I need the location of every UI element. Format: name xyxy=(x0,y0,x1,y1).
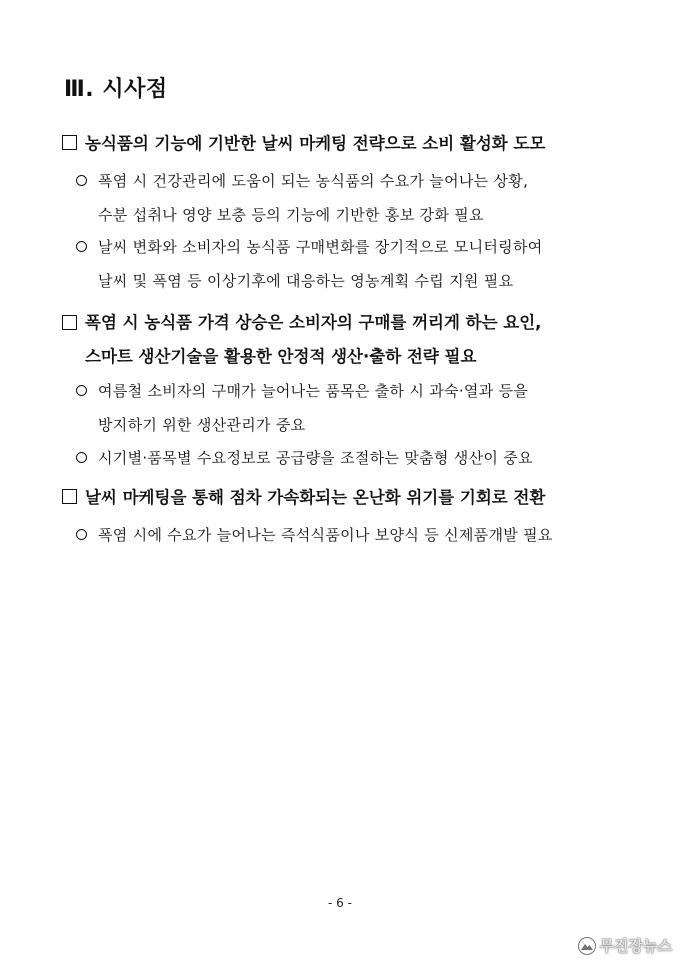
heading-item xyxy=(62,306,622,374)
bullet-item xyxy=(76,518,621,552)
heading-text-prefix: 농식품의 기능에 기반한 xyxy=(85,134,262,153)
circle-bullet-icon xyxy=(76,241,87,252)
circle-bullet-icon xyxy=(76,175,87,186)
heading-item xyxy=(62,484,622,512)
circle-bullet-icon xyxy=(76,529,87,540)
mountain-logo-icon xyxy=(578,937,596,955)
bullet-text: 여름철 소비자의 구매가 늘어나는 품목은 출하 시 과숙·열과 등을 방지하기 위한 생산관리가 중요 xyxy=(98,382,529,434)
bullet-text: 날씨 변화와 소비자의 농식품 구매변화를 장기적으로 모니터링하여 날씨 및 폭염 등 이상기후에 대응하는 영농계획 수립 지원 필요 xyxy=(98,238,543,290)
circle-bullet-icon xyxy=(76,385,87,396)
heading-text: 날씨 마케팅을 통해 점차 가속화되는 온난화 위기를 기회로 전환 xyxy=(85,488,546,507)
bullet-block-1-2 xyxy=(0,230,680,298)
bullet-text: 폭염 시 건강관리에 도움이 되는 농식품의 수요가 늘어나는 상황, 수분 섭취나 영양 보충 등의 기능에 기반한 홍보 강화 필요 xyxy=(98,172,529,224)
bullet-item xyxy=(76,164,621,232)
page-number: - 6 - xyxy=(328,896,352,910)
watermark-text: 무진장뉴스 xyxy=(599,938,672,955)
checkbox-square-icon xyxy=(62,489,77,504)
bullet-text: 시기별·품목별 수요정보로 공급량을 조절하는 맞춤형 생산이 중요 xyxy=(98,449,533,467)
checkbox-square-icon xyxy=(62,135,77,150)
bullet-item xyxy=(76,230,621,298)
bullet-block-2-1 xyxy=(0,374,680,442)
heading-block-3 xyxy=(0,484,680,512)
heading-item xyxy=(62,130,622,158)
bullet-text: 폭염 시에 수요가 늘어나는 즉석식품이나 보양식 등 신제품개발 필요 xyxy=(98,526,553,544)
heading-block-2 xyxy=(0,306,680,374)
heading-text: 폭염 시 농식품 가격 상승은 소비자의 구매를 꺼리게 하는 요인, 스마트 생산기술을 활용한 안정적 생산·출하 전략 필요 xyxy=(85,313,542,366)
bullet-block-2-2 xyxy=(0,441,680,475)
heading-block-1 xyxy=(0,130,680,158)
circle-bullet-icon xyxy=(76,452,87,463)
checkbox-square-icon xyxy=(62,315,77,330)
bullet-block-3-1 xyxy=(0,518,680,552)
section-title: Ⅲ. 시사점 xyxy=(64,77,168,102)
bullet-item xyxy=(76,374,621,442)
bullet-item xyxy=(76,441,621,475)
bullet-block-1-1 xyxy=(0,164,680,232)
heading-text: 날씨 마케팅 전략으로 소비 활성화 도모 xyxy=(261,134,546,153)
watermark xyxy=(578,935,672,956)
